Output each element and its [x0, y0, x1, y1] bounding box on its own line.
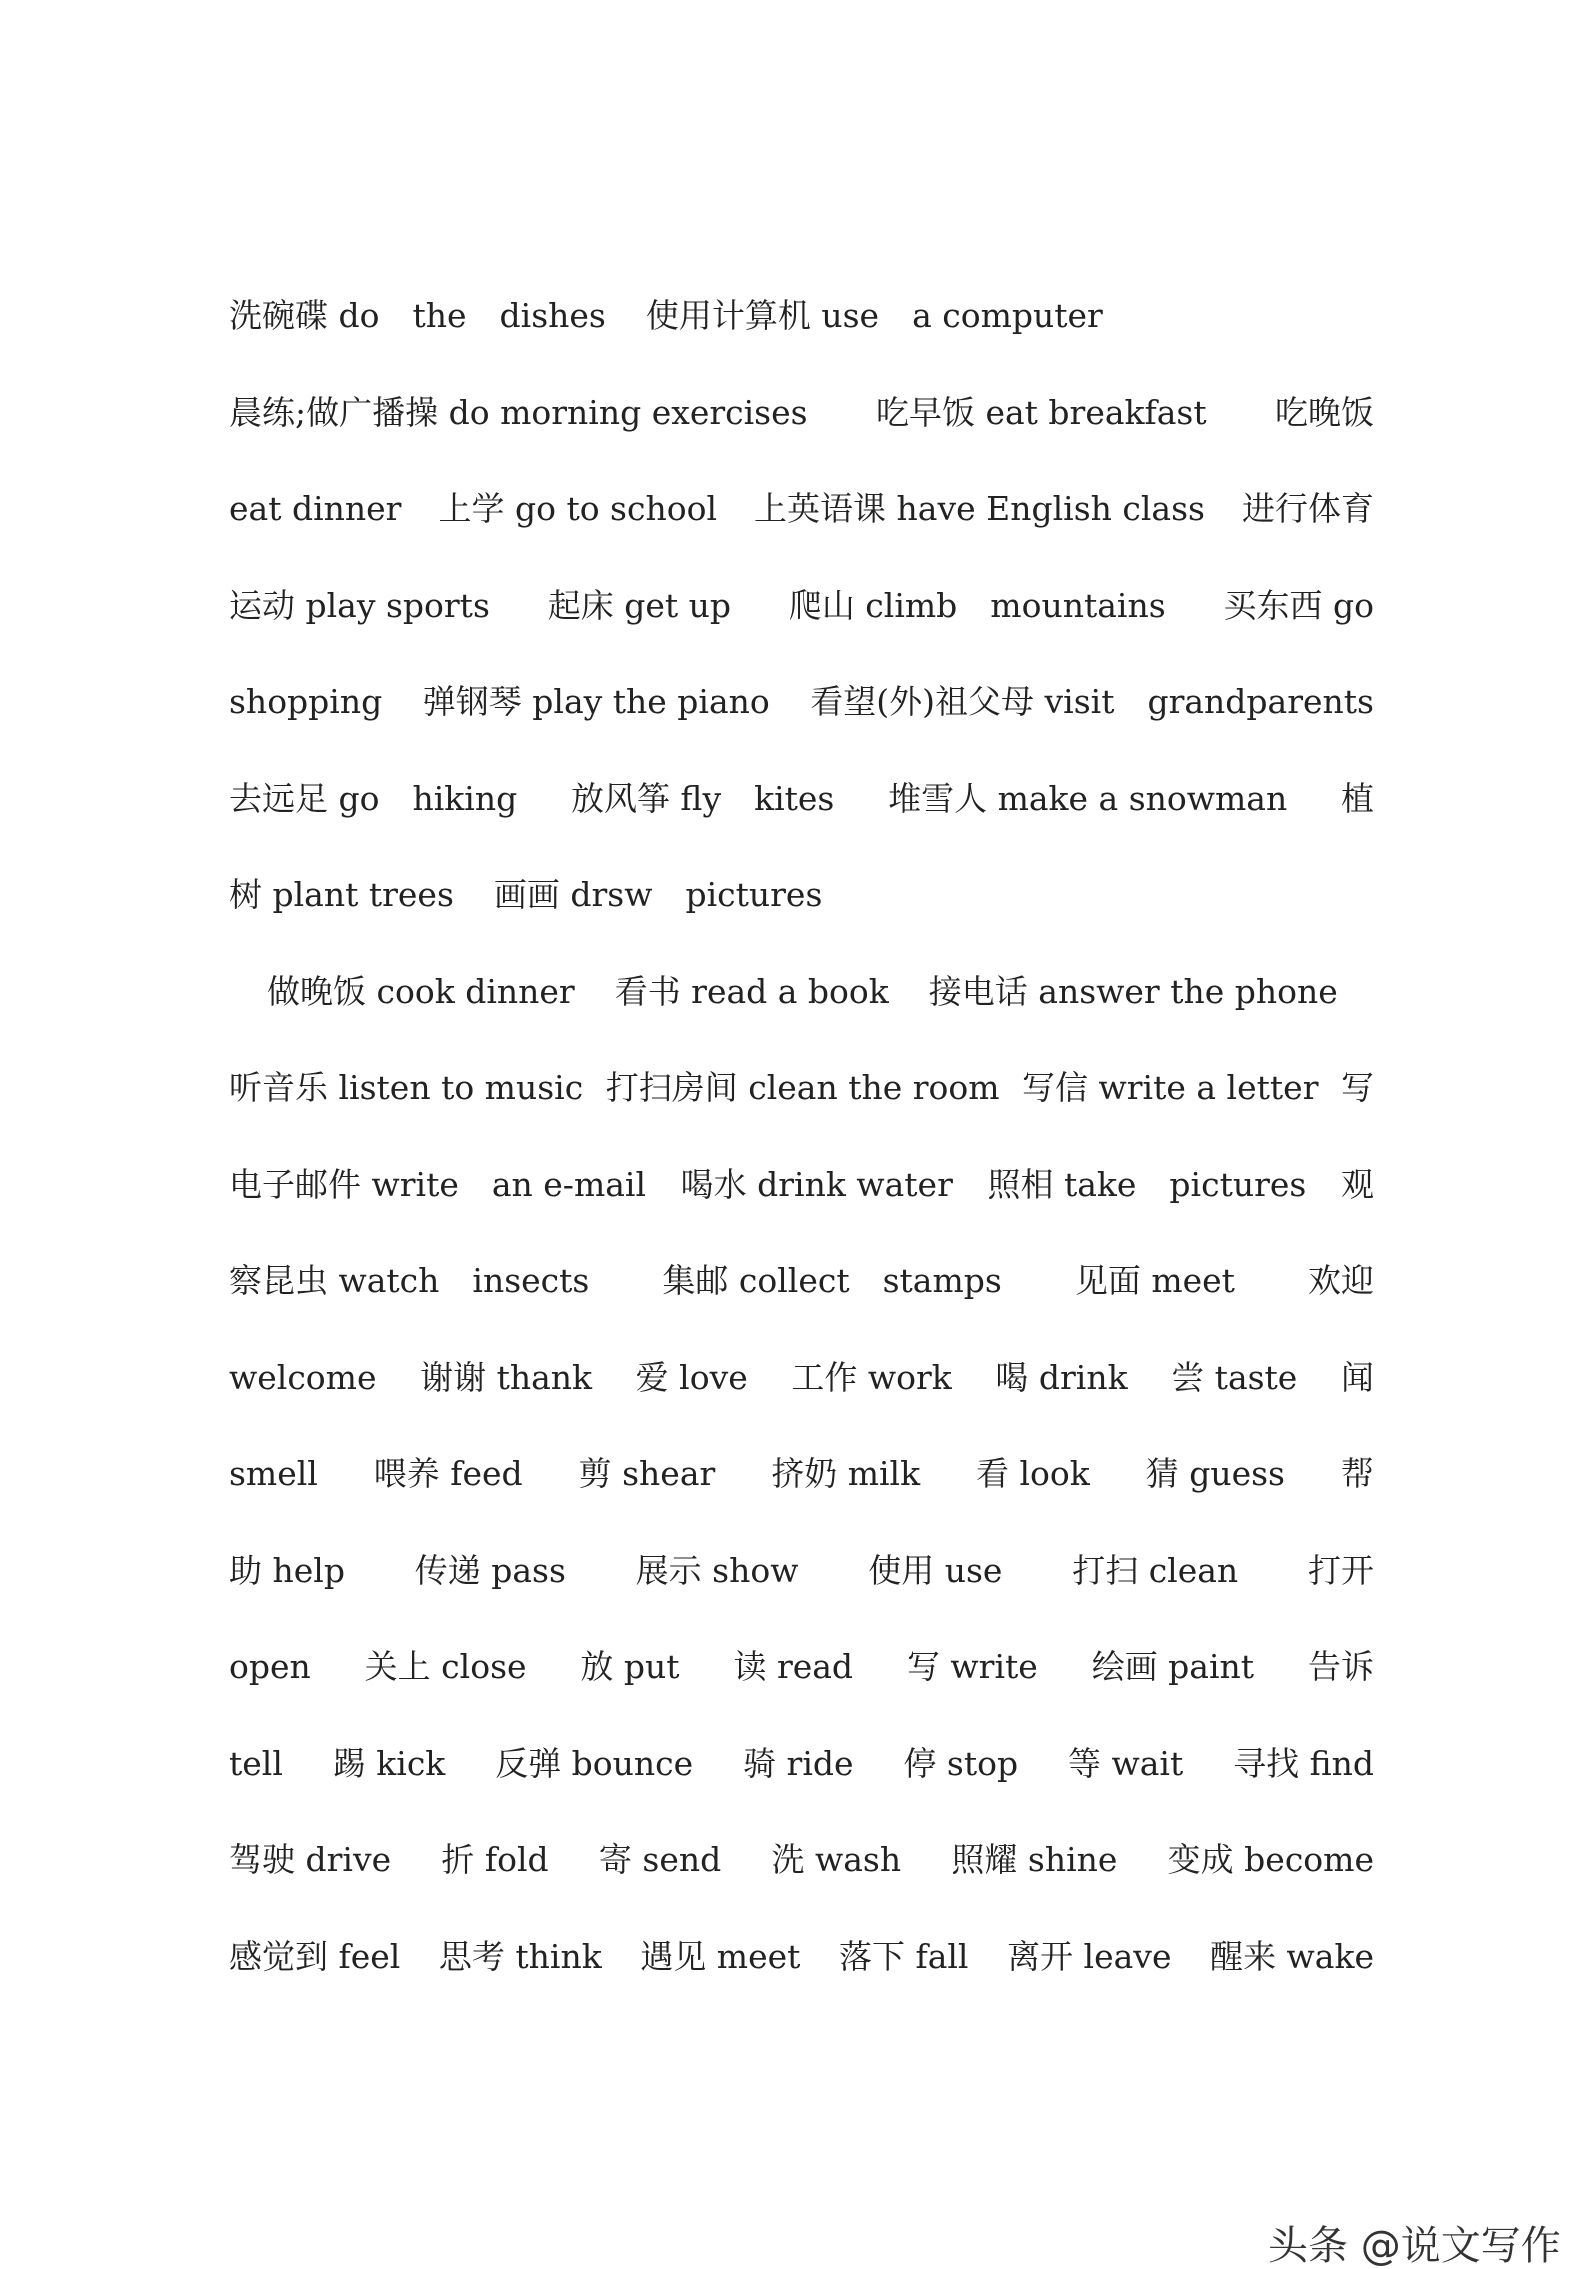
phrase-entry: 喝 drink [995, 1357, 1128, 1397]
phrase-entry: 醒来 wake [1210, 1936, 1374, 1976]
phrase-entry: 欢迎 [1307, 1261, 1374, 1300]
phrase-entry: 反弹 bounce [495, 1743, 694, 1783]
phrase-entry: 去远足 go hiking [229, 778, 518, 818]
phrase-entry: 观 [1341, 1164, 1374, 1204]
text-line [229, 1444, 1374, 1541]
phrase-entry: 停 stop [903, 1743, 1019, 1783]
phrase-entry: 折 fold [441, 1840, 549, 1879]
vocabulary-list [229, 286, 1374, 2023]
text-line [229, 962, 1374, 1059]
phrase-entry: 助 help [229, 1550, 345, 1590]
phrase-entry: 喝水 drink water [680, 1164, 953, 1204]
phrase-entry: 进行体育 [1241, 489, 1374, 528]
text-line [229, 1927, 1374, 2024]
phrase-entry: 爱 love [635, 1357, 748, 1397]
text-line [229, 865, 1374, 962]
phrase-entry: 谢谢 thank [420, 1357, 593, 1397]
phrase-entry: 洗碗碟 do the dishes [229, 296, 606, 335]
phrase-entry: 寄 send [598, 1840, 722, 1879]
phrase-entry: welcome [229, 1357, 377, 1397]
text-line [229, 1734, 1374, 1831]
phrase-entry: 落下 fall [838, 1936, 969, 1976]
phrase-entry: 离开 leave [1007, 1936, 1172, 1976]
phrase-entry: 工作 work [791, 1357, 952, 1397]
phrase-entry: 感觉到 feel [229, 1936, 401, 1976]
text-line [229, 286, 1374, 383]
phrase-entry: 爬山 climb mountains [788, 585, 1166, 625]
phrase-entry: 帮 [1340, 1454, 1374, 1493]
phrase-entry: 画画 drsw pictures [493, 875, 823, 914]
phrase-entry: 放 put [580, 1647, 680, 1686]
phrase-entry: 打开 [1307, 1550, 1374, 1590]
phrase-entry: 绘画 paint [1091, 1647, 1255, 1686]
text-line [229, 479, 1374, 576]
phrase-entry: 尝 taste [1171, 1357, 1298, 1397]
phrase-entry: 踢 kick [332, 1743, 446, 1783]
phrase-entry: 运动 play sports [229, 585, 490, 625]
phrase-entry: 闻 [1340, 1357, 1374, 1397]
phrase-entry: 树 plant trees [229, 875, 454, 914]
text-line [229, 1058, 1374, 1155]
text-line [229, 1541, 1374, 1638]
phrase-entry: 弹钢琴 play the piano [422, 682, 770, 721]
phrase-entry: 察昆虫 watch insects [229, 1261, 590, 1300]
watermark: 头条 @说文写作 [1268, 2223, 1561, 2269]
text-line [229, 1830, 1374, 1927]
phrase-entry: 买东西 go [1223, 585, 1374, 625]
phrase-entry: 起床 get up [547, 585, 731, 625]
phrase-entry: 告诉 [1307, 1647, 1374, 1686]
phrase-entry: 使用计算机 use a computer [645, 296, 1103, 335]
phrase-entry: 打扫房间 clean the room [605, 1068, 1000, 1107]
text-line [229, 1637, 1374, 1734]
phrase-entry: 电子邮件 write an e-mail [229, 1164, 647, 1204]
phrase-entry: 写 write [906, 1647, 1038, 1686]
phrase-entry: shopping [229, 682, 383, 721]
phrase-entry: 看 look [976, 1454, 1090, 1493]
phrase-entry: 晨练;做广播操 do morning exercises [229, 392, 808, 432]
phrase-entry: 洗 wash [771, 1840, 902, 1879]
phrase-entry: 植 [1340, 778, 1374, 818]
phrase-entry: eat dinner [229, 489, 402, 528]
phrase-entry: 传递 pass [414, 1550, 566, 1590]
phrase-entry: smell [229, 1454, 318, 1493]
phrase-entry: 见面 meet [1074, 1261, 1235, 1300]
phrase-entry: 写 [1340, 1068, 1374, 1107]
phrase-entry: 猜 guess [1145, 1454, 1285, 1493]
phrase-entry: 读 read [733, 1647, 854, 1686]
phrase-entry: tell [229, 1743, 283, 1783]
phrase-entry: 听音乐 listen to music [229, 1068, 584, 1107]
phrase-entry: 照相 take pictures [987, 1164, 1307, 1204]
phrase-entry: 打扫 clean [1072, 1550, 1239, 1590]
phrase-entry: 上英语课 have English class [754, 489, 1205, 528]
phrase-entry: 驾驶 drive [229, 1840, 392, 1879]
phrase-entry: 写信 write a letter [1022, 1068, 1319, 1107]
phrase-entry: 看望(外)祖父母 visit grandparents [810, 682, 1374, 721]
text-line [229, 576, 1374, 673]
phrase-entry: 喂养 feed [373, 1454, 523, 1493]
text-line [229, 672, 1374, 769]
phrase-entry: 骑 ride [743, 1743, 854, 1783]
text-line [229, 383, 1374, 480]
text-line [229, 1155, 1374, 1252]
phrase-entry: 吃早饭 eat breakfast [875, 392, 1207, 432]
phrase-entry: 做晚饭 cook dinner [267, 971, 575, 1011]
phrase-entry: open [229, 1647, 311, 1686]
phrase-entry: 等 wait [1067, 1743, 1184, 1783]
phrase-entry: 照耀 shine [951, 1840, 1118, 1879]
phrase-entry: 集邮 collect stamps [662, 1261, 1002, 1300]
text-line [229, 769, 1374, 866]
text-line [229, 1348, 1374, 1445]
phrase-entry: 上学 go to school [438, 489, 718, 528]
phrase-entry: 看书 read a book [614, 971, 889, 1011]
phrase-entry: 使用 use [868, 1550, 1003, 1590]
phrase-entry: 堆雪人 make a snowman [888, 778, 1288, 818]
phrase-entry: 放风筝 fly kites [570, 778, 835, 818]
phrase-entry: 接电话 answer the phone [928, 971, 1338, 1011]
phrase-entry: 展示 show [635, 1550, 799, 1590]
phrase-entry: 寻找 find [1233, 1743, 1374, 1783]
phrase-entry: 变成 become [1167, 1840, 1374, 1879]
phrase-entry: 挤奶 milk [771, 1454, 921, 1493]
phrase-entry: 思考 think [438, 1936, 602, 1976]
phrase-entry: 关上 close [364, 1647, 527, 1686]
phrase-entry: 吃晚饭 [1274, 392, 1374, 432]
text-line [229, 1251, 1374, 1348]
phrase-entry: 剪 shear [578, 1454, 716, 1493]
phrase-entry: 遇见 meet [640, 1936, 801, 1976]
